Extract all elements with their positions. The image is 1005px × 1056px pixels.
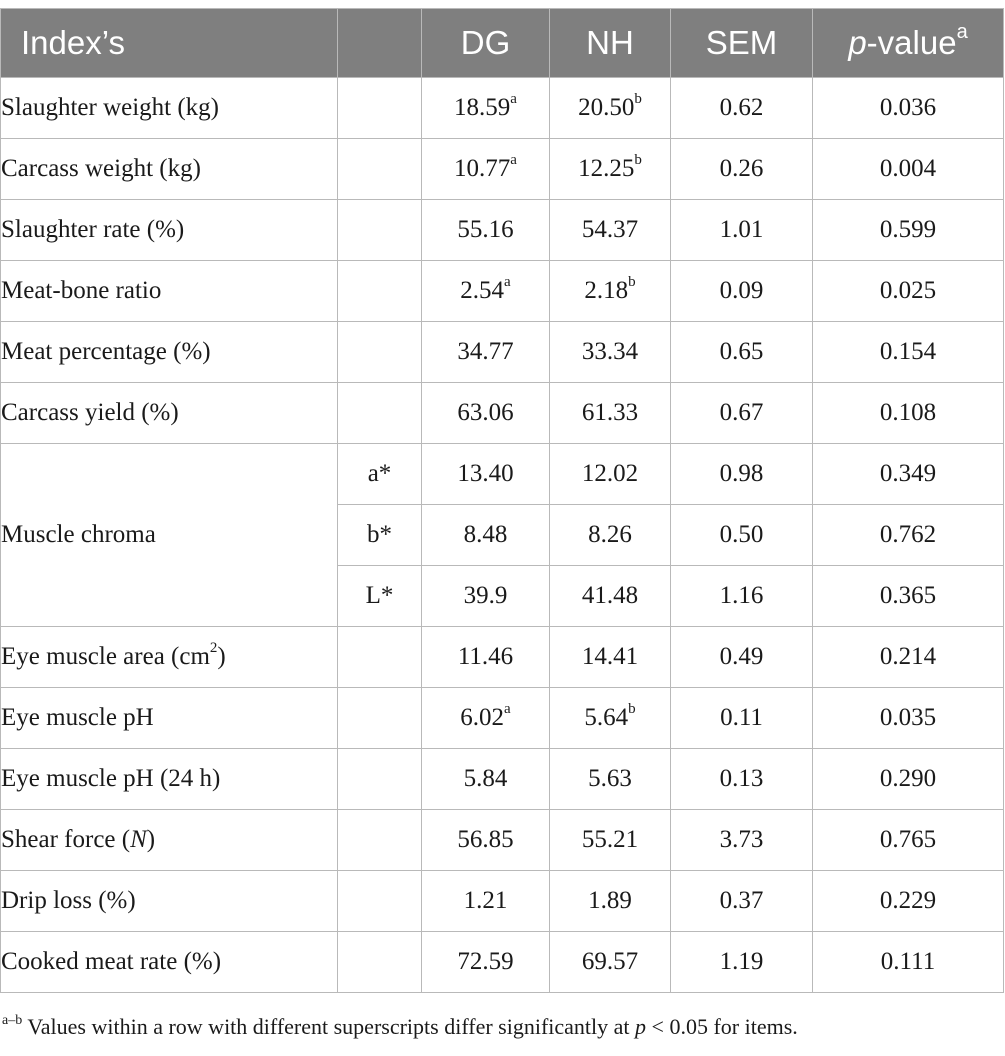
cell-sem: 0.50 [671, 505, 813, 566]
row-sub-empty [338, 200, 422, 261]
cell-nh: 69.57 [550, 932, 671, 993]
cell-p: 0.229 [813, 871, 1004, 932]
cell-sub: L* [338, 566, 422, 627]
table-row [1, 627, 1004, 688]
row-sub-empty [338, 810, 422, 871]
table-row-chroma [1, 444, 1004, 505]
row-label: Meat percentage (%) [1, 322, 338, 383]
cell-p: 0.762 [813, 505, 1004, 566]
row-sub-empty [338, 78, 422, 139]
row-sub-empty [338, 688, 422, 749]
cell-nh: 54.37 [550, 200, 671, 261]
cell-sem: 1.01 [671, 200, 813, 261]
cell-p: 0.004 [813, 139, 1004, 200]
row-sub-empty [338, 383, 422, 444]
cell-dg: 63.06 [422, 383, 550, 444]
cell-nh: 14.41 [550, 627, 671, 688]
row-label: Cooked meat rate (%) [1, 932, 338, 993]
row-sub-empty [338, 871, 422, 932]
cell-p: 0.214 [813, 627, 1004, 688]
cell-p: 0.035 [813, 688, 1004, 749]
cell-nh: 33.34 [550, 322, 671, 383]
table-row [1, 383, 1004, 444]
cell-sem: 0.62 [671, 78, 813, 139]
table-row [1, 749, 1004, 810]
cell-sem: 0.98 [671, 444, 813, 505]
table-row [1, 810, 1004, 871]
row-label: Slaughter weight (kg) [1, 78, 338, 139]
cell-sem: 0.67 [671, 383, 813, 444]
header-p-sup: a [956, 21, 968, 43]
footnote-p: p [635, 1014, 647, 1039]
cell-dg: 39.9 [422, 566, 550, 627]
cell-nh: 1.89 [550, 871, 671, 932]
table-row [1, 932, 1004, 993]
cell-p: 0.290 [813, 749, 1004, 810]
cell-p: 0.365 [813, 566, 1004, 627]
cell-dg: 34.77 [422, 322, 550, 383]
row-label-chroma: Muscle chroma [1, 444, 338, 627]
cell-nh: 12.02 [550, 444, 671, 505]
header-p-value [813, 9, 1004, 78]
table-row [1, 78, 1004, 139]
header-subindex [338, 9, 422, 78]
row-label: Meat-bone ratio [1, 261, 338, 322]
table-row [1, 688, 1004, 749]
table-row [1, 322, 1004, 383]
row-sub-empty [338, 932, 422, 993]
row-label: Carcass yield (%) [1, 383, 338, 444]
table-footnote [2, 1014, 798, 1040]
row-label: Shear force (N) [1, 810, 338, 871]
cell-p: 0.765 [813, 810, 1004, 871]
cell-nh: 41.48 [550, 566, 671, 627]
row-label: Eye muscle pH (24 h) [1, 749, 338, 810]
cell-nh: 8.26 [550, 505, 671, 566]
row-label: Eye muscle area $(cm^2)$ [1, 627, 338, 688]
cell-dg: 1.21 [422, 871, 550, 932]
cell-dg: 11.46 [422, 627, 550, 688]
row-sub-empty [338, 261, 422, 322]
table-row [1, 871, 1004, 932]
cell-nh: 5.64$^b$ [550, 688, 671, 749]
table-row [1, 139, 1004, 200]
header-p-italic: p [848, 24, 867, 61]
cell-nh: 2.18$^b$ [550, 261, 671, 322]
cell-sem: 3.73 [671, 810, 813, 871]
cell-sem: 0.49 [671, 627, 813, 688]
footnote-text-pre: Values within a row with different superscripts differ significantly at [22, 1014, 636, 1039]
cell-sem: 1.16 [671, 566, 813, 627]
row-label: Eye muscle pH [1, 688, 338, 749]
cell-nh: 55.21 [550, 810, 671, 871]
cell-p: 0.108 [813, 383, 1004, 444]
cell-sem: 0.13 [671, 749, 813, 810]
cell-dg: 56.85 [422, 810, 550, 871]
cell-dg: 72.59 [422, 932, 550, 993]
cell-p: 0.025 [813, 261, 1004, 322]
cell-p: 0.036 [813, 78, 1004, 139]
cell-nh: 12.25$^b$ [550, 139, 671, 200]
cell-dg: 5.84 [422, 749, 550, 810]
footnote-text-post: < 0.05 for items. [646, 1014, 798, 1039]
cell-dg: 10.77$^a$ [422, 139, 550, 200]
row-sub-empty [338, 749, 422, 810]
cell-dg: 6.02$^a$ [422, 688, 550, 749]
cell-p: 0.111 [813, 932, 1004, 993]
header-index: Index’s [1, 9, 338, 78]
row-label: Drip loss (%) [1, 871, 338, 932]
row-sub-empty [338, 139, 422, 200]
row-sub-empty [338, 322, 422, 383]
table-row [1, 200, 1004, 261]
row-sub-empty [338, 627, 422, 688]
row-label: Carcass weight (kg) [1, 139, 338, 200]
header-p-rest: -value [866, 24, 957, 61]
cell-dg: 8.48 [422, 505, 550, 566]
cell-sem: 0.11 [671, 688, 813, 749]
cell-sem: 1.19 [671, 932, 813, 993]
cell-p: 0.599 [813, 200, 1004, 261]
cell-sem: 0.37 [671, 871, 813, 932]
cell-sem: 0.09 [671, 261, 813, 322]
cell-sub: b* [338, 505, 422, 566]
row-label: Slaughter rate (%) [1, 200, 338, 261]
cell-dg: 13.40 [422, 444, 550, 505]
cell-dg: 2.54$^a$ [422, 261, 550, 322]
header-dg: DG [422, 9, 550, 78]
cell-p: 0.349 [813, 444, 1004, 505]
cell-dg: 18.59$^a$ [422, 78, 550, 139]
cell-sem: 0.26 [671, 139, 813, 200]
cell-sem: 0.65 [671, 322, 813, 383]
results-table [0, 8, 1004, 993]
header-sem: SEM [671, 9, 813, 78]
cell-sub: a* [338, 444, 422, 505]
header-nh: NH [550, 9, 671, 78]
cell-nh: 20.50$^b$ [550, 78, 671, 139]
cell-nh: 5.63 [550, 749, 671, 810]
footnote-sup: a–b [2, 1012, 23, 1028]
cell-nh: 61.33 [550, 383, 671, 444]
cell-dg: 55.16 [422, 200, 550, 261]
cell-p: 0.154 [813, 322, 1004, 383]
table-row [1, 261, 1004, 322]
header-row [1, 9, 1004, 78]
